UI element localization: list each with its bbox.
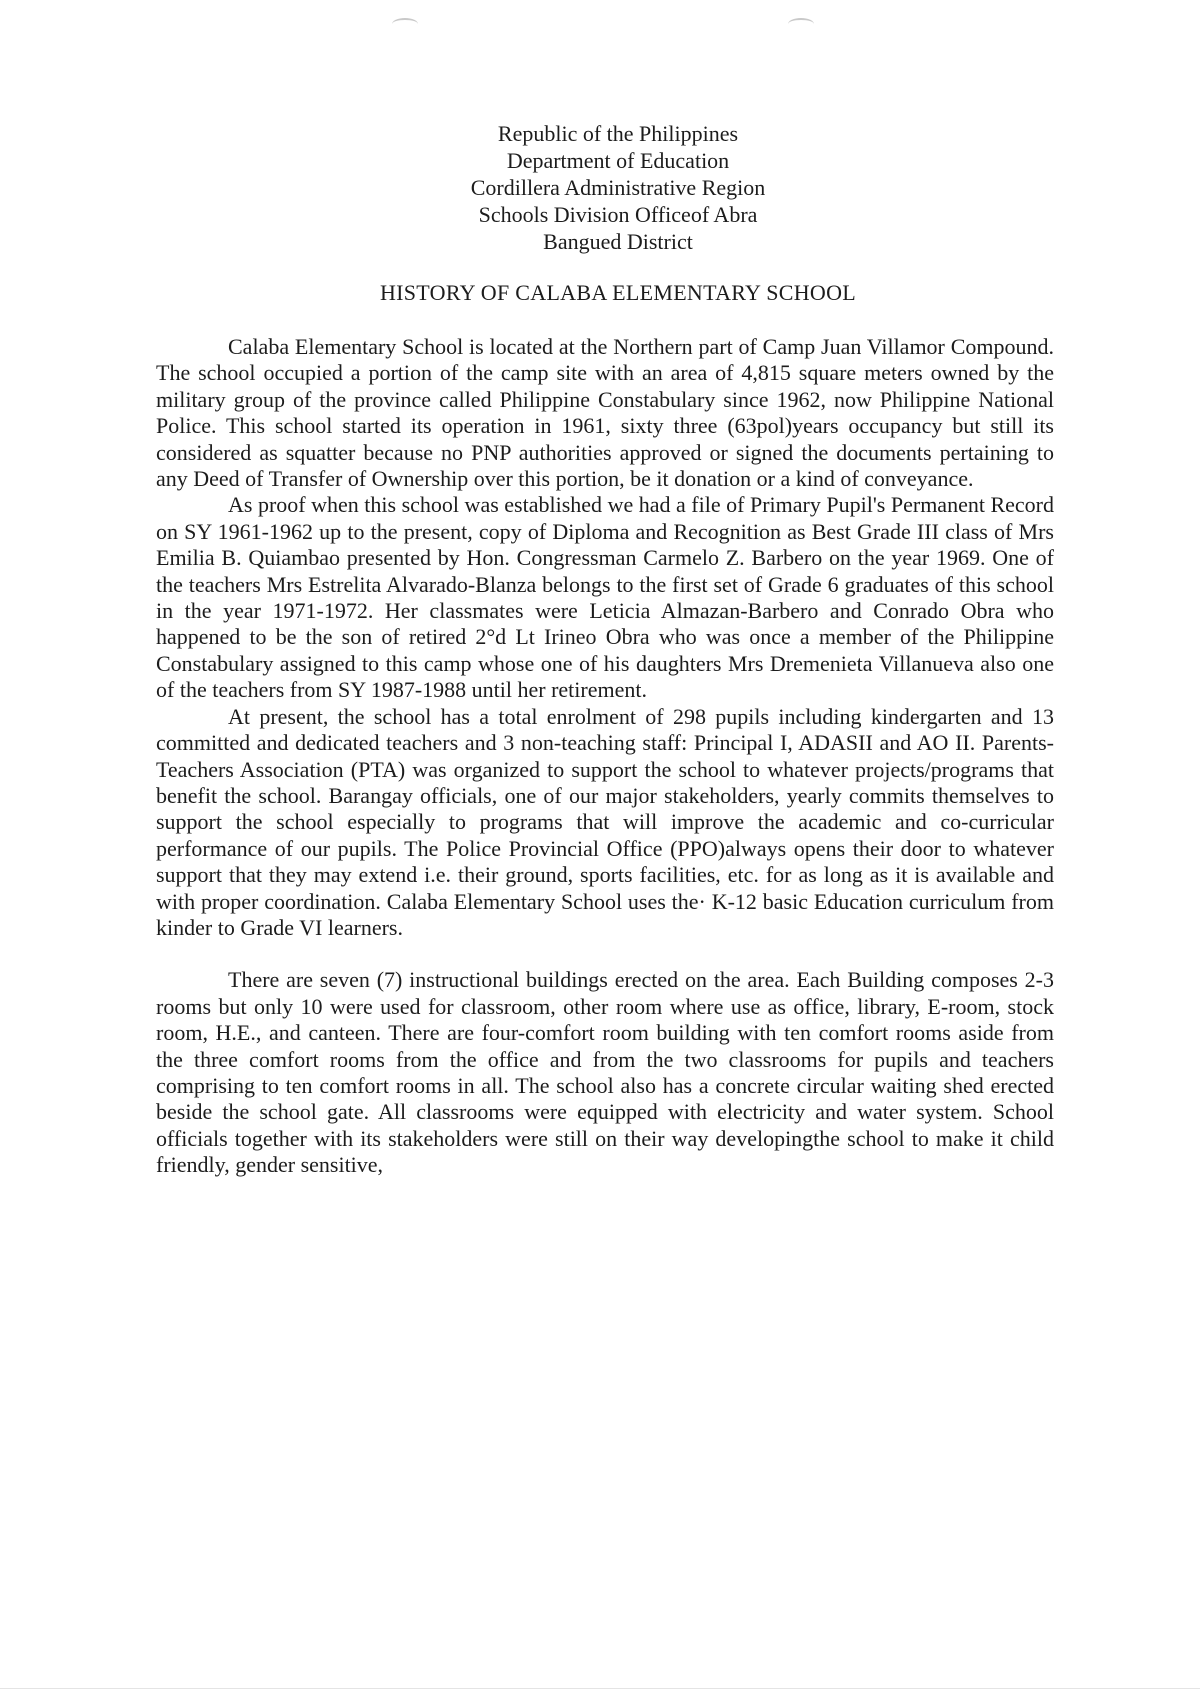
document-title: HISTORY OF CALABA ELEMENTARY SCHOOL [379,280,857,305]
paragraph-proof: As proof when this school was established we had a file of Primary Pupil's Permanent Record on SY 1961-1962 up to the present, copy of Diploma and Recognition as Best Grade III class of Mrs Emilia B. Quiambao presented by Hon. Congressman Carmelo Z. Barbero on the year 1969. One of the teachers Mrs Estrelita Alvarado-Blanza belongs to the first set of Grade 6 graduates of this school in the year 1971-1972. Her classmates were Leticia Almazan-Barbero and Conrado Obra who happened to be the son of retired 2°d Lt Irineo Obra who was once a member of the Philippine Constabulary assigned to this camp whose one of his daughters Mrs Dremenieta Villanueva also one of the teachers from SY 1987-1988 until her retirement. [156,492,1054,703]
letterhead-division: Schools Division Officeof Abra [478,202,758,227]
letterhead [0,120,1200,255]
paragraph-present: At present, the school has a total enrolment of 298 pupils including kindergarten and 13 committed and dedicated teachers and 3 non-teaching staff: Principal I, ADASII and AO II. Parents-Teachers Association (PTA) was organized to support the school to whatever projects/programs that benefit the school. Barangay officials, one of our major stakeholders, yearly commits themselves to support the school especially to programs that will improve the academic and co-curricular performance of our pupils. The Police Provincial Office (PPO)always opens their door to whatever support that they may extend i.e. their ground, sports facilities, etc. for as long as it is available and with proper coordination. Calaba Elementary School uses the· K-12 basic Education curriculum from kinder to Grade VI learners. [156,703,1054,940]
letterhead-district: Bangued District [543,229,693,254]
paragraph-location: Calaba Elementary School is located at the Northern part of Camp Juan Villamor Compound. The school occupied a portion of the camp site with an area of 4,815 square meters owned by the military group of the province called Philippine Constabulary since 1962, now Philippine National Police. This school started its operation in 1961, sixty three (63pol)years occupancy but still its considered as squatter because no PNP authorities approved or signed the documents pertaining to any Deed of Transfer of Ownership over this portion, be it donation or a kind of conveyance. [156,334,1054,492]
scan-edge-line [0,1688,1200,1689]
punch-hole-mark-left [392,18,418,30]
paragraph-buildings: There are seven (7) instructional buildings erected on the area. Each Building composes 2-3 rooms but only 10 were used for classroom, other room where use as office, library, E-room, stock room, H.E., and canteen. There are four-comfort room building with ten comfort rooms aside from the three comfort rooms from the office and from the two classrooms for pupils and teachers comprising to ten comfort rooms in all. The school also has a concrete circular waiting shed erected beside the school gate. All classrooms were equipped with electricity and water system. School officials together with its stakeholders were still on their way developingthe school to make it child friendly, gender sensitive, [156,967,1054,1178]
punch-hole-mark-right [788,18,814,30]
letterhead-republic: Republic of the Philippines [497,121,739,146]
letterhead-region: Cordillera Administrative Region [470,175,766,200]
letterhead-department: Department of Education [506,148,730,173]
document-body [156,334,1054,1179]
